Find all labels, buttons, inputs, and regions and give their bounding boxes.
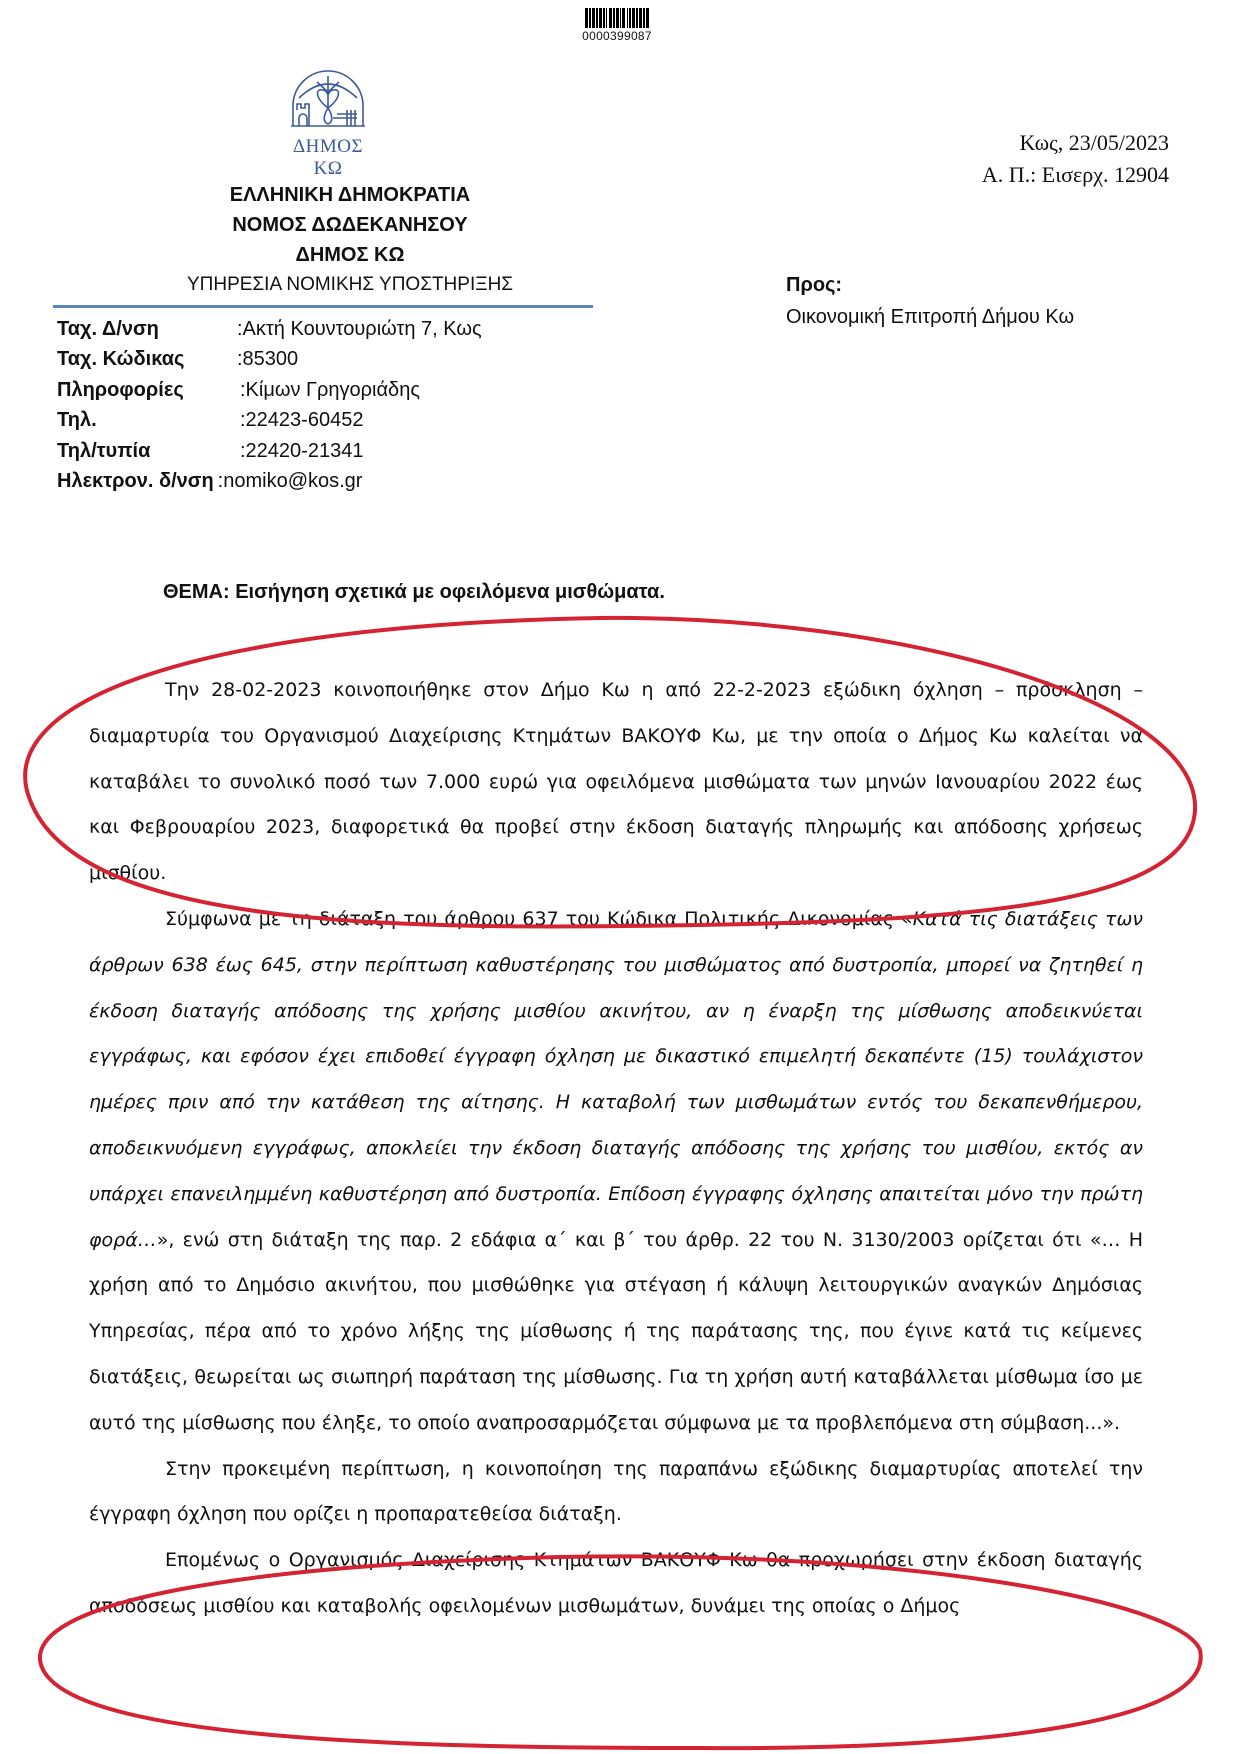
- contact-label: Πληροφορίες: [57, 378, 184, 401]
- barcode-bar: [646, 8, 649, 28]
- protocol-number: Α. Π.: Εισερχ. 12904: [981, 162, 1169, 187]
- contact-label: Ταχ. Δ/νση: [57, 317, 159, 340]
- subject-line: ΘΕΜΑ: Εισήγηση σχετικά με οφειλόμενα μισθώματα.: [163, 581, 665, 603]
- contact-label: Ταχ. Κώδικας: [57, 348, 185, 371]
- contact-value: :Κίμων Γρηγοριάδης: [240, 378, 420, 401]
- barcode-number: 0000399087: [582, 29, 652, 43]
- paragraph-1: [89, 668, 1143, 897]
- contact-row-phone: [57, 406, 482, 437]
- contact-label: Ηλεκτρον. δ/νση: [57, 470, 214, 493]
- header-divider: [53, 305, 593, 308]
- document-body: [89, 668, 1143, 1630]
- header-municipality: ΔΗΜΟΣ ΚΩ: [295, 244, 405, 266]
- paragraph-4: [89, 1538, 1143, 1630]
- contact-row-postcode: [57, 345, 482, 376]
- place-date: Κως, 23/05/2023: [1019, 130, 1169, 155]
- contact-row-address: [57, 314, 482, 345]
- paragraph-2-intro: Σύμφωνα με τη διάταξη του άρθρου 637 του Κώδικα Πολιτικής Δικονομίας «: [165, 907, 913, 930]
- paragraph-1-text: Την 28-02-2023 κοινοποιήθηκε στον Δήμο Κω η από 22-2-2023 εξώδικη όχληση – πρόσκληση – διαμαρτυρία του Οργανισμού Διαχείρισης Κτημάτων ΒΑΚΟΥΦ Κω, με την οποία ο Δήμος Κω καλείται να καταβάλει το συνολικό ποσό των 7.000 ευρώ για οφειλόμενα μισθώματα των μηνών Ιανουαρίου 2022 έως και Φεβρουαρίου 2023, διαφορετικά θα προβεί στην έκδοση διαταγής πληρωμής και απόδοσης χρήσεως μισθίου.: [89, 679, 1143, 885]
- recipient-value: Οικονομική Επιτροπή Δήμου Κω: [786, 306, 1075, 328]
- contact-row-info: [57, 375, 482, 406]
- contact-label: Τηλ/τυπία: [57, 439, 151, 462]
- logo-text: ΔΗΜΟΣ ΚΩ: [292, 136, 364, 179]
- contact-details: [57, 314, 482, 497]
- barcode-bars: [547, 8, 687, 28]
- contact-value: :Ακτή Κουντουριώτη 7, Κως: [237, 317, 482, 340]
- header-department: ΥΠΗΡΕΣΙΑ ΝΟΜΙΚΗΣ ΥΠΟΣΤΗΡΙΞΗΣ: [186, 274, 514, 295]
- contact-row-email: [57, 467, 482, 498]
- municipality-of-kos-emblem-icon: [287, 68, 369, 134]
- header-republic: ΕΛΛΗΝΙΚΗ ΔΗΜΟΚΡΑΤΙΑ: [229, 184, 471, 206]
- barcode: [547, 8, 687, 43]
- contact-value: :22423-60452: [240, 409, 364, 432]
- contact-value: :85300: [237, 348, 299, 371]
- municipality-logo: [278, 68, 378, 180]
- contact-row-fax: [57, 436, 482, 467]
- paragraph-2-rest: », ενώ στη διάταξη της παρ. 2 εδάφια α΄ και β΄ του άρθρ. 22 του Ν. 3130/2003 ορίζεται ότι «… Η χρήση από το Δημόσιο ακινήτου, που μισθώθηκε για στέγαση ή κάλυψη λειτουργικών αναγκών Δημόσιας Υπηρεσίας, πέρα από το χρόνο λήξης της μίσθωσης ή της παράτασης της, που έγινε κατά τις κείμενες διατάξεις, θεωρείται ως σιωπηρή παράταση της μίσθωσης. Για τη χρήση αυτή καταβάλλεται μίσθωμα ίσο με αυτό της μίσθωσης που έληξε, το οποίο αναπροσαρμόζεται σύμφωνα με τα προβλεπόμενα στη σύμβαση...».: [89, 1228, 1143, 1434]
- paragraph-2-quote: Κατά τις διατάξεις των άρθρων 638 έως 645, στην περίπτωση καθυστέρησης του μισθώματος από δυστροπία, μπορεί να ζητηθεί η έκδοση διαταγής απόδοσης της χρήσης μισθίου ακινήτου, αν η έναρξη της μίσθωσης αποδεικνύεται εγγράφως, και εφόσον έχει επιδοθεί έγγραφη όχληση με δικαστικό επιμελητή δεκαπέντε (15) τουλάχιστον ημέρες πριν από την κατάθεση της αίτησης. Η καταβολή των μισθωμάτων εντός του δεκαπενθήμερου, αποδεικνυόμενη εγγράφως, αποκλείει την έκδοση διαταγής απόδοσης της χρήσης του μισθίου, εκτός αν υπάρχει επανειλημμένη καθυστέρηση από δυστροπία. Επίδοση έγγραφης όχλησης απαιτείται μόνο την πρώτη φορά…: [89, 907, 1143, 1251]
- paragraph-4-text: Επομένως ο Οργανισμός Διαχείρισης Κτημάτων ΒΑΚΟΥΦ Κω θα προχωρήσει στην έκδοση διαταγής αποδόσεως μισθίου και καταβολής οφειλομένων μισθωμάτων, δυνάμει της οποίας ο Δήμος: [89, 1549, 1143, 1617]
- paragraph-2: [89, 897, 1143, 1447]
- paragraph-3: [89, 1447, 1143, 1539]
- paragraph-3-text: Στην προκειμένη περίπτωση, η κοινοποίηση της παραπάνω εξώδικης διαμαρτυρίας αποτελεί την έγγραφη όχληση που ορίζει η προπαρατεθείσα διάταξη.: [89, 1457, 1143, 1526]
- contact-label: Τηλ.: [57, 409, 97, 432]
- recipient-label: Προς:: [786, 274, 843, 296]
- header-prefecture: ΝΟΜΟΣ ΔΩΔΕΚΑΝΗΣΟΥ: [232, 214, 468, 236]
- contact-value: :22420-21341: [240, 439, 364, 462]
- contact-email: :nomiko@kos.gr: [217, 470, 363, 493]
